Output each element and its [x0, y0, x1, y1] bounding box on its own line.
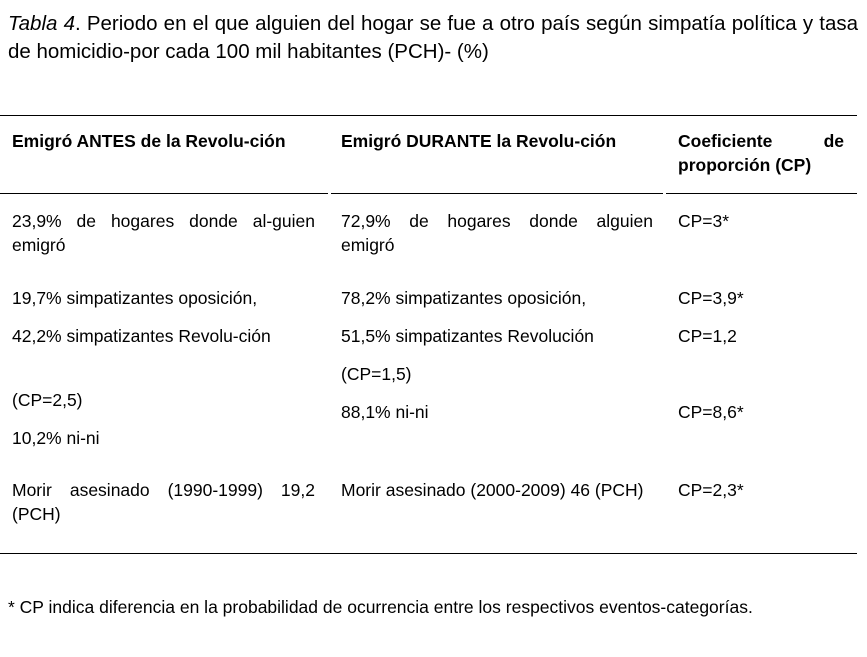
cell-cp-oposicion: CP=3,9* [678, 288, 744, 308]
cell-antes-asesinado: Morir asesinado (1990-1999) 19,2 (PCH) [12, 480, 315, 524]
header-emigro-durante: Emigró DURANTE la Revolu-ción [341, 131, 617, 151]
table-caption-text: . Periodo en el que alguien del hogar se fue a otro país según simpatía política y tasa de homicidio-por cada 100 mil habitantes (PCH)- (%) [8, 12, 859, 63]
cell-cp-hogares: CP=3* [678, 211, 730, 231]
table-top-rule [0, 115, 857, 116]
cell-durante-nini: 88,1% ni-ni [341, 402, 429, 422]
cell-durante-cp: (CP=1,5) [341, 364, 412, 384]
cell-durante-hogares: 72,9% de hogares donde alguien emigró [341, 211, 653, 255]
footnote: * CP indica diferencia en la probabilidad de ocurrencia entre los respectivos eventos-categorías. [8, 597, 753, 617]
cell-antes-cp: (CP=2,5) [12, 390, 83, 410]
header-separator-col3 [666, 193, 857, 194]
cell-antes-nini: 10,2% ni-ni [12, 428, 100, 448]
cell-durante-oposicion: 78,2% simpatizantes oposición, [341, 288, 587, 308]
cell-durante-asesinado: Morir asesinado (2000-2009) 46 (PCH) [341, 480, 644, 500]
header-emigro-antes: Emigró ANTES de la Revolu-ción [12, 131, 286, 151]
cell-antes-oposicion: 19,7% simpatizantes oposición, [12, 288, 258, 308]
table-caption-label: Tabla 4 [8, 12, 75, 35]
header-separator-col2 [331, 193, 663, 194]
table-caption [8, 10, 858, 66]
header-coeficiente: Coeficiente de proporción (CP) [678, 131, 844, 175]
cell-antes-hogares: 23,9% de hogares donde al-guien emigró [12, 211, 315, 255]
cell-durante-revolucion: 51,5% simpatizantes Revolución [341, 326, 594, 346]
cell-antes-revolucion: 42,2% simpatizantes Revolu-ción [12, 326, 271, 346]
cell-cp-nini: CP=8,6* [678, 402, 744, 422]
cell-cp-asesinado: CP=2,3* [678, 480, 744, 500]
table-bottom-rule [0, 553, 857, 554]
cell-cp-revolucion: CP=1,2 [678, 326, 737, 346]
header-separator-col1 [0, 193, 328, 194]
